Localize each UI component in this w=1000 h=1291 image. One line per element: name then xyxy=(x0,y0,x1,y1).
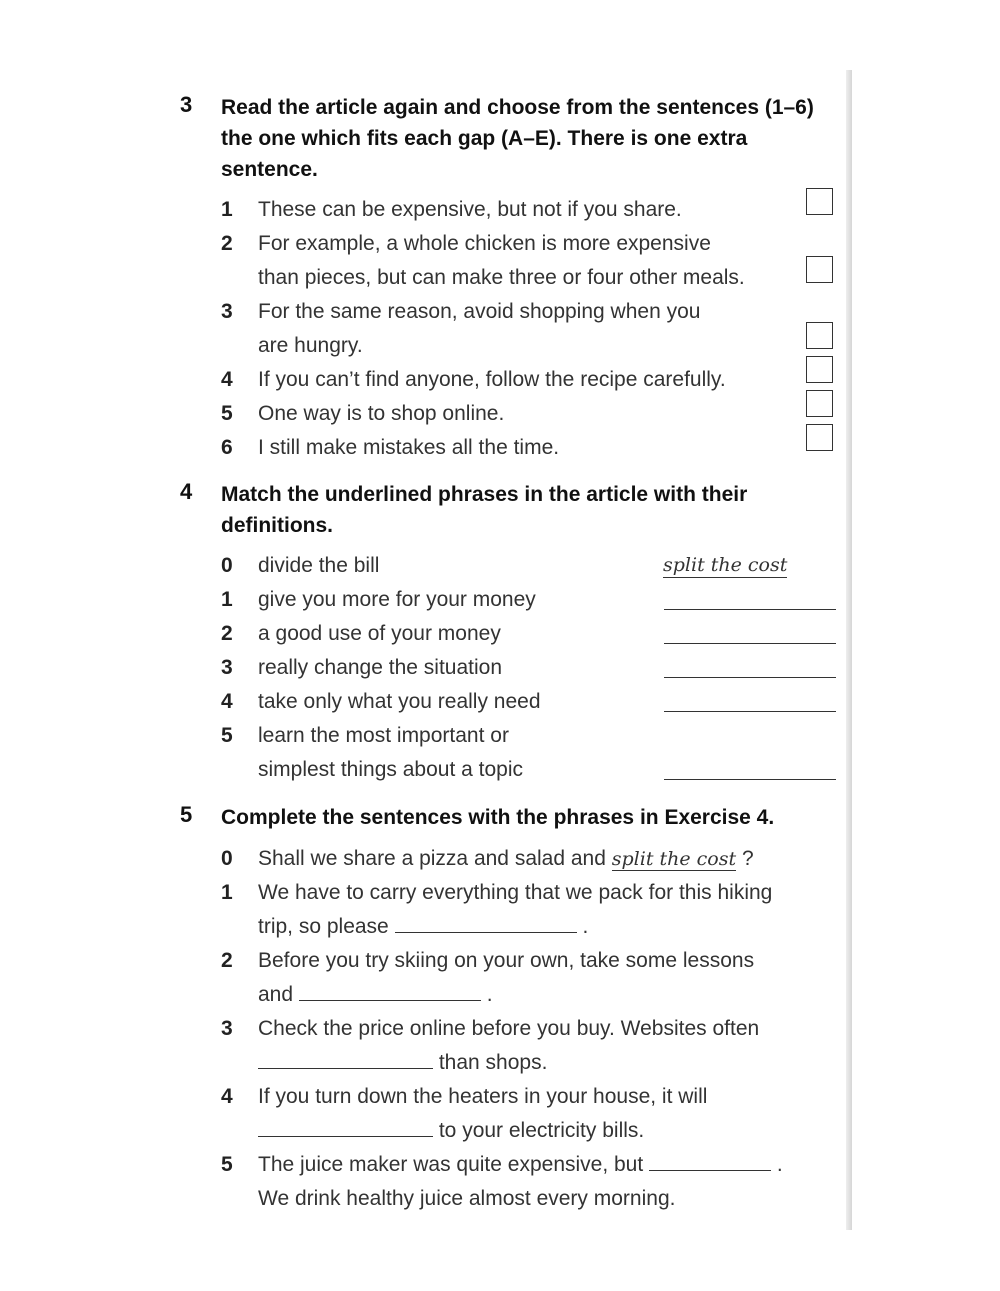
answer-line-2[interactable] xyxy=(664,643,836,644)
gap-blank[interactable] xyxy=(258,1116,433,1137)
exercise-5-instruction: Complete the sentences with the phrases in Exercise 4. xyxy=(221,806,775,829)
exercise-3-number: 3 xyxy=(180,92,193,117)
exercise-4-number: 4 xyxy=(180,479,193,504)
answer-line-4[interactable] xyxy=(664,711,836,712)
answer-line-3[interactable] xyxy=(664,677,836,678)
answer-line-1[interactable] xyxy=(664,609,836,610)
exercise-3-instruction: Read the article again and choose from the sentences (1–6) the one which fits each gap (A–E). There is one extra sentence. xyxy=(221,96,814,181)
answer-box-4[interactable] xyxy=(806,356,833,383)
page-edge-shadow xyxy=(846,70,852,1230)
handwritten-answer: split the cost xyxy=(663,554,788,576)
answer-box-6[interactable] xyxy=(806,424,833,451)
answer-line-5[interactable] xyxy=(664,779,836,780)
gap-blank[interactable] xyxy=(649,1150,771,1171)
exercise-4 xyxy=(180,479,840,541)
exercise-4-items: 0 divide the bill 1 give you more for your money 2 a good use of your money 3 really change the situation 4 take only what you really need 5 learn the most important or simplest things about a topic xyxy=(221,554,541,781)
gap-blank[interactable] xyxy=(299,980,481,1001)
answer-box-1[interactable] xyxy=(806,188,833,215)
exercise-4-instruction: Match the underlined phrases in the article with their definitions. xyxy=(221,483,748,537)
answer-box-3[interactable] xyxy=(806,322,833,349)
answer-box-5[interactable] xyxy=(806,390,833,417)
answer-box-2[interactable] xyxy=(806,256,833,283)
exercise-5-number: 5 xyxy=(180,802,193,827)
exercise-5-items: 0 Shall we share a pizza and salad and split the cost ? 1 We have to carry everything that we pack for this hiking trip, so please . 2 Before you try skiing on your own, take some lessons and . 3 Check the price online before you buy. Websites often than shops. 4 If you turn down the heaters in your house, it will to your electricity bills. 5 The juice maker was quite expensive, but . We drink healthy juice almost every morning. xyxy=(221,847,783,1210)
gap-blank[interactable] xyxy=(395,912,577,933)
handwritten-answer: split the cost xyxy=(611,848,737,870)
exercise-3-items: 1 These can be expensive, but not if you share. 2 For example, a whole chicken is more expensive than pieces, but can make three or four other meals. 3 For the same reason, avoid shopping when you are hungry. 4 If you can’t find anyone, follow the recipe carefully. 5 One way is to shop online. 6 I still make mistakes all the time. xyxy=(221,198,745,459)
exercise-5 xyxy=(180,802,840,833)
gap-blank[interactable] xyxy=(258,1048,433,1069)
exercise-3 xyxy=(180,92,840,185)
